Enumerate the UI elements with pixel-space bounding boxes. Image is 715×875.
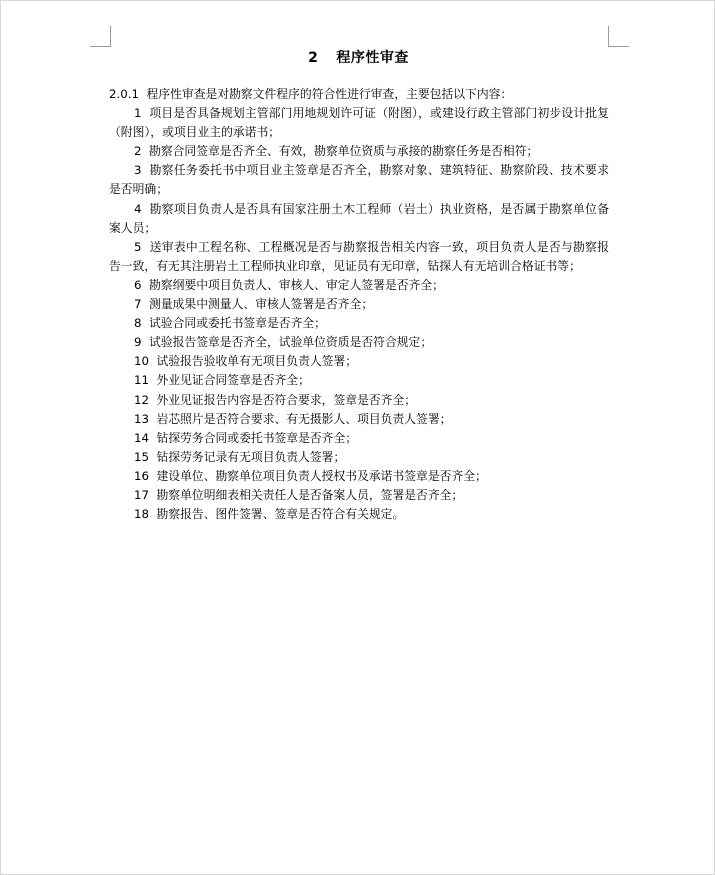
item-text: 勘察任务委托书中项目业主签章是否齐全，勘察对象、建筑特征、勘察阶段、技术要求是否明确； [109, 163, 609, 197]
item-number: 10 [134, 354, 150, 369]
list-item [109, 486, 609, 505]
item-text: 钻探劳务合同或委托书签章是否齐全； [156, 430, 358, 445]
item-number: 15 [134, 449, 150, 464]
list-item [109, 410, 609, 429]
item-number: 9 [134, 335, 142, 350]
item-text: 勘察纲要中项目负责人、审核人、审定人签署是否齐全； [149, 277, 444, 292]
item-number: 13 [134, 411, 150, 426]
clause-text: 程序性审查是对勘察文件程序的符合性进行审查，主要包括以下内容： [146, 87, 513, 101]
item-number: 7 [134, 297, 142, 312]
item-text: 勘察项目负责人是否具有国家注册土木工程师（岩土）执业资格，是否属于勘察单位备案人员； [109, 201, 609, 235]
item-number: 5 [134, 239, 142, 254]
item-text: 试验合同或委托书签章是否齐全； [149, 316, 326, 331]
item-text: 外业见证报告内容是否符合要求，签章是否齐全； [156, 392, 417, 407]
item-text: 勘察合同签章是否齐全、有效，勘察单位资质与承接的勘察任务是否相符； [149, 144, 539, 159]
top-left-margin-mark [90, 26, 111, 47]
section-title [1, 47, 715, 67]
list-item [109, 371, 609, 390]
item-text: 勘察报告、图件签署、签章是否符合有关规定。 [156, 507, 405, 522]
top-right-margin-mark [608, 26, 629, 47]
list-item [109, 314, 609, 333]
list-item [109, 276, 609, 295]
item-number: 12 [134, 392, 150, 407]
list-item [109, 161, 609, 199]
item-text: 建设单位、勘察单位项目负责人授权书及承诺书签章是否齐全； [156, 468, 487, 483]
list-item [109, 391, 609, 410]
list-item [109, 142, 609, 161]
list-item [109, 104, 609, 142]
section-number: 2 [308, 50, 319, 66]
list-item [109, 448, 609, 467]
item-number: 11 [134, 373, 150, 388]
document-body [109, 85, 609, 524]
item-text: 勘察单位明细表相关责任人是否备案人员，签署是否齐全； [156, 487, 464, 502]
item-number: 3 [134, 163, 142, 178]
list-item [109, 238, 609, 276]
item-text: 试验报告签章是否齐全，试验单位资质是否符合规定； [149, 335, 433, 350]
item-number: 16 [134, 468, 150, 483]
section-title-text: 程序性审查 [336, 50, 409, 66]
list-item [109, 295, 609, 314]
item-text: 测量成果中测量人、审核人签署是否齐全； [149, 297, 374, 312]
list-item [109, 352, 609, 371]
item-text: 外业见证合同签章是否齐全； [156, 373, 310, 388]
list-item [109, 333, 609, 352]
item-number: 18 [134, 507, 150, 522]
item-number: 2 [134, 144, 142, 159]
item-text: 项目是否具备规划主管部门用地规划许可证（附图），或建设行政主管部门初步设计批复（附图），或项目业主的承诺书； [109, 106, 610, 140]
item-text: 岩芯照片是否符合要求、有无摄影人、项目负责人签署； [156, 411, 452, 426]
item-text: 送审表中工程名称、工程概况是否与勘察报告相关内容一致，项目负责人是否与勘察报告一致，有无其注册岩土工程师执业印章，见证员有无印章，钻探人有无培训合格证书等； [109, 239, 609, 273]
item-number: 8 [134, 316, 142, 331]
item-number: 14 [134, 430, 150, 445]
item-text: 钻探劳务记录有无项目负责人签署； [156, 449, 346, 464]
item-number: 1 [134, 106, 142, 121]
item-number: 6 [134, 277, 142, 292]
clause-intro [109, 85, 609, 104]
list-item [109, 429, 609, 448]
list-item [109, 505, 609, 524]
list-item [109, 467, 609, 486]
item-number: 17 [134, 487, 150, 502]
list-item [109, 200, 609, 238]
clause-number: 2.0.1 [109, 87, 140, 101]
item-number: 4 [134, 201, 142, 216]
item-text: 试验报告验收单有无项目负责人签署； [156, 354, 358, 369]
